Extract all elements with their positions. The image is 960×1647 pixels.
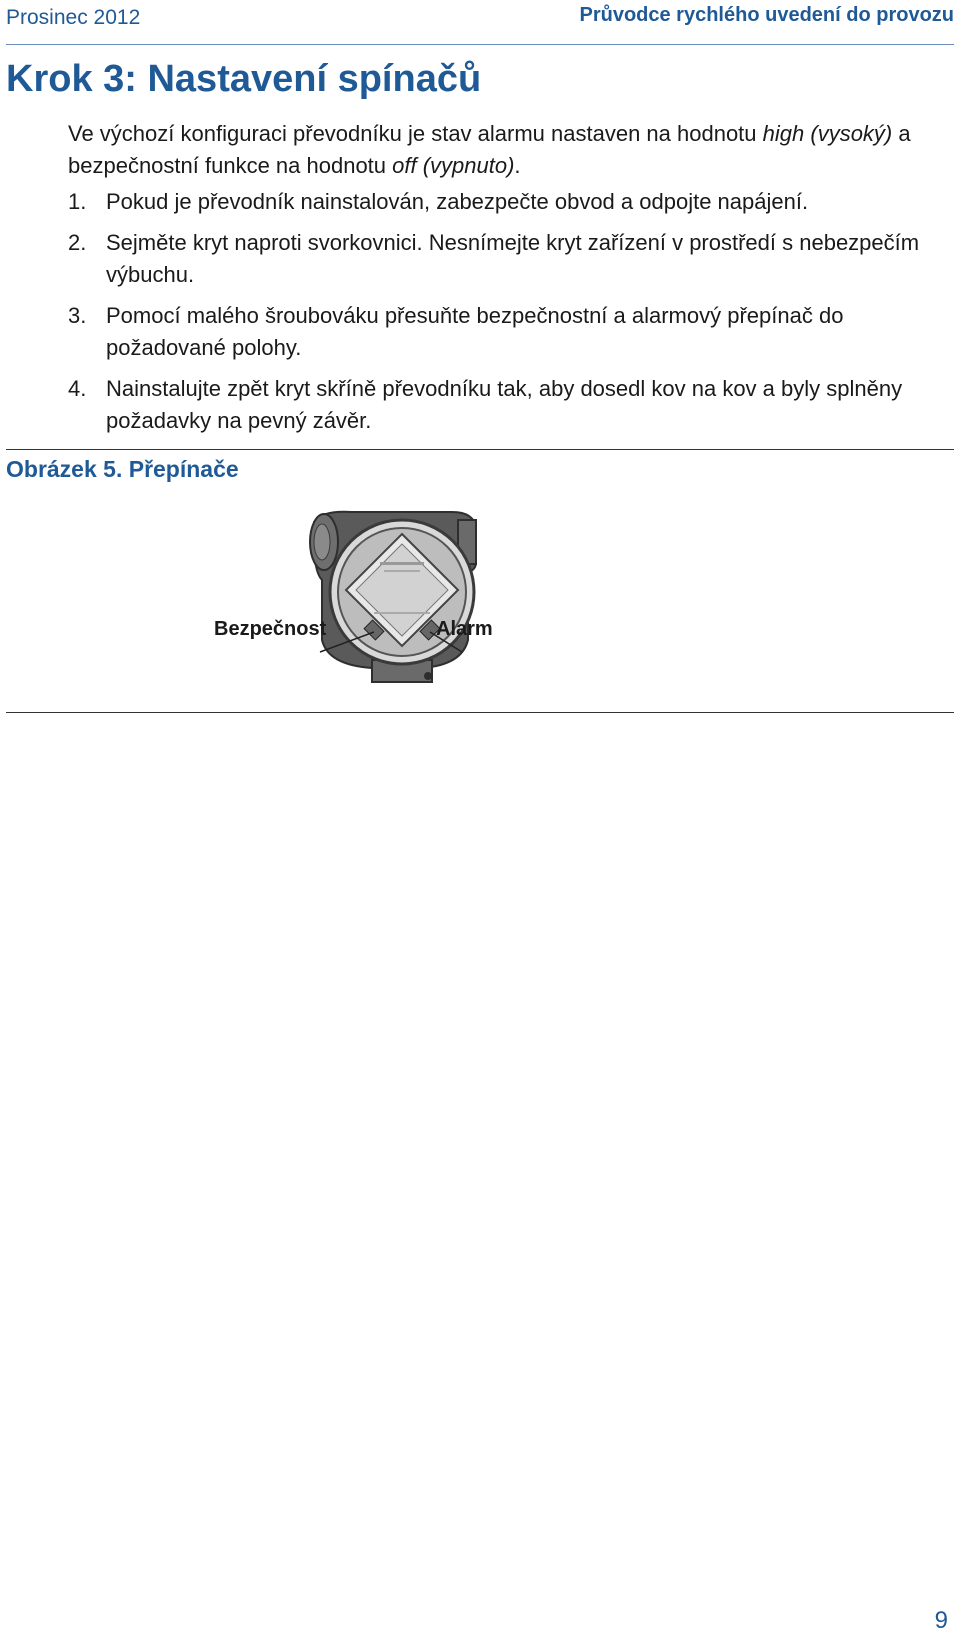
page-number: 9 bbox=[934, 1607, 948, 1634]
step-text: Nainstalujte zpět kryt skříně převodníku tak, aby dosedl kov na kov a byly splněny požadavky na pevný závěr. bbox=[106, 376, 903, 433]
transmitter-illustration bbox=[262, 500, 536, 690]
figure-bottom-rule bbox=[6, 712, 954, 713]
step-text: Sejměte kryt naproti svorkovnici. Nesnímejte kryt zařízení v prostředí s nebezpečím výbuchu. bbox=[106, 230, 920, 287]
intro-high-value: high (vysoký) bbox=[762, 121, 893, 146]
step-number: 4. bbox=[68, 376, 87, 401]
intro-text-2: a bezpečnostní funkce na hodnotu bbox=[68, 121, 911, 178]
step-item bbox=[68, 186, 948, 218]
intro-text-3: . bbox=[514, 153, 521, 178]
header-date: Prosinec 2012 bbox=[6, 6, 141, 29]
step-item bbox=[68, 300, 948, 364]
intro-text-1: Ve výchozí konfiguraci převodníku je stav alarmu nastaven na hodnotu bbox=[68, 121, 763, 146]
security-switch-label: Bezpečnost bbox=[214, 618, 327, 640]
header-divider bbox=[6, 44, 954, 45]
steps-list bbox=[68, 186, 948, 446]
step-number: 2. bbox=[68, 230, 87, 255]
alarm-switch-label: Alarm bbox=[436, 618, 493, 640]
page-title: Krok 3: Nastavení spínačů bbox=[6, 58, 482, 100]
figure-top-rule bbox=[6, 449, 954, 450]
step-item bbox=[68, 373, 948, 437]
intro-off-value: off (vypnuto) bbox=[392, 153, 515, 178]
intro-paragraph bbox=[68, 118, 928, 182]
step-text: Pomocí malého šroubováku přesuňte bezpečnostní a alarmový přepínač do požadované polohy. bbox=[106, 303, 844, 360]
step-item bbox=[68, 227, 948, 291]
header-document-title: Průvodce rychlého uvedení do provozu bbox=[579, 4, 954, 26]
transmitter-figure bbox=[214, 500, 536, 690]
step-text: Pokud je převodník nainstalován, zabezpečte obvod a odpojte napájení. bbox=[106, 189, 809, 214]
step-number: 3. bbox=[68, 303, 87, 328]
step-number: 1. bbox=[68, 189, 87, 214]
figure-caption: Obrázek 5. Přepínače bbox=[6, 456, 239, 482]
